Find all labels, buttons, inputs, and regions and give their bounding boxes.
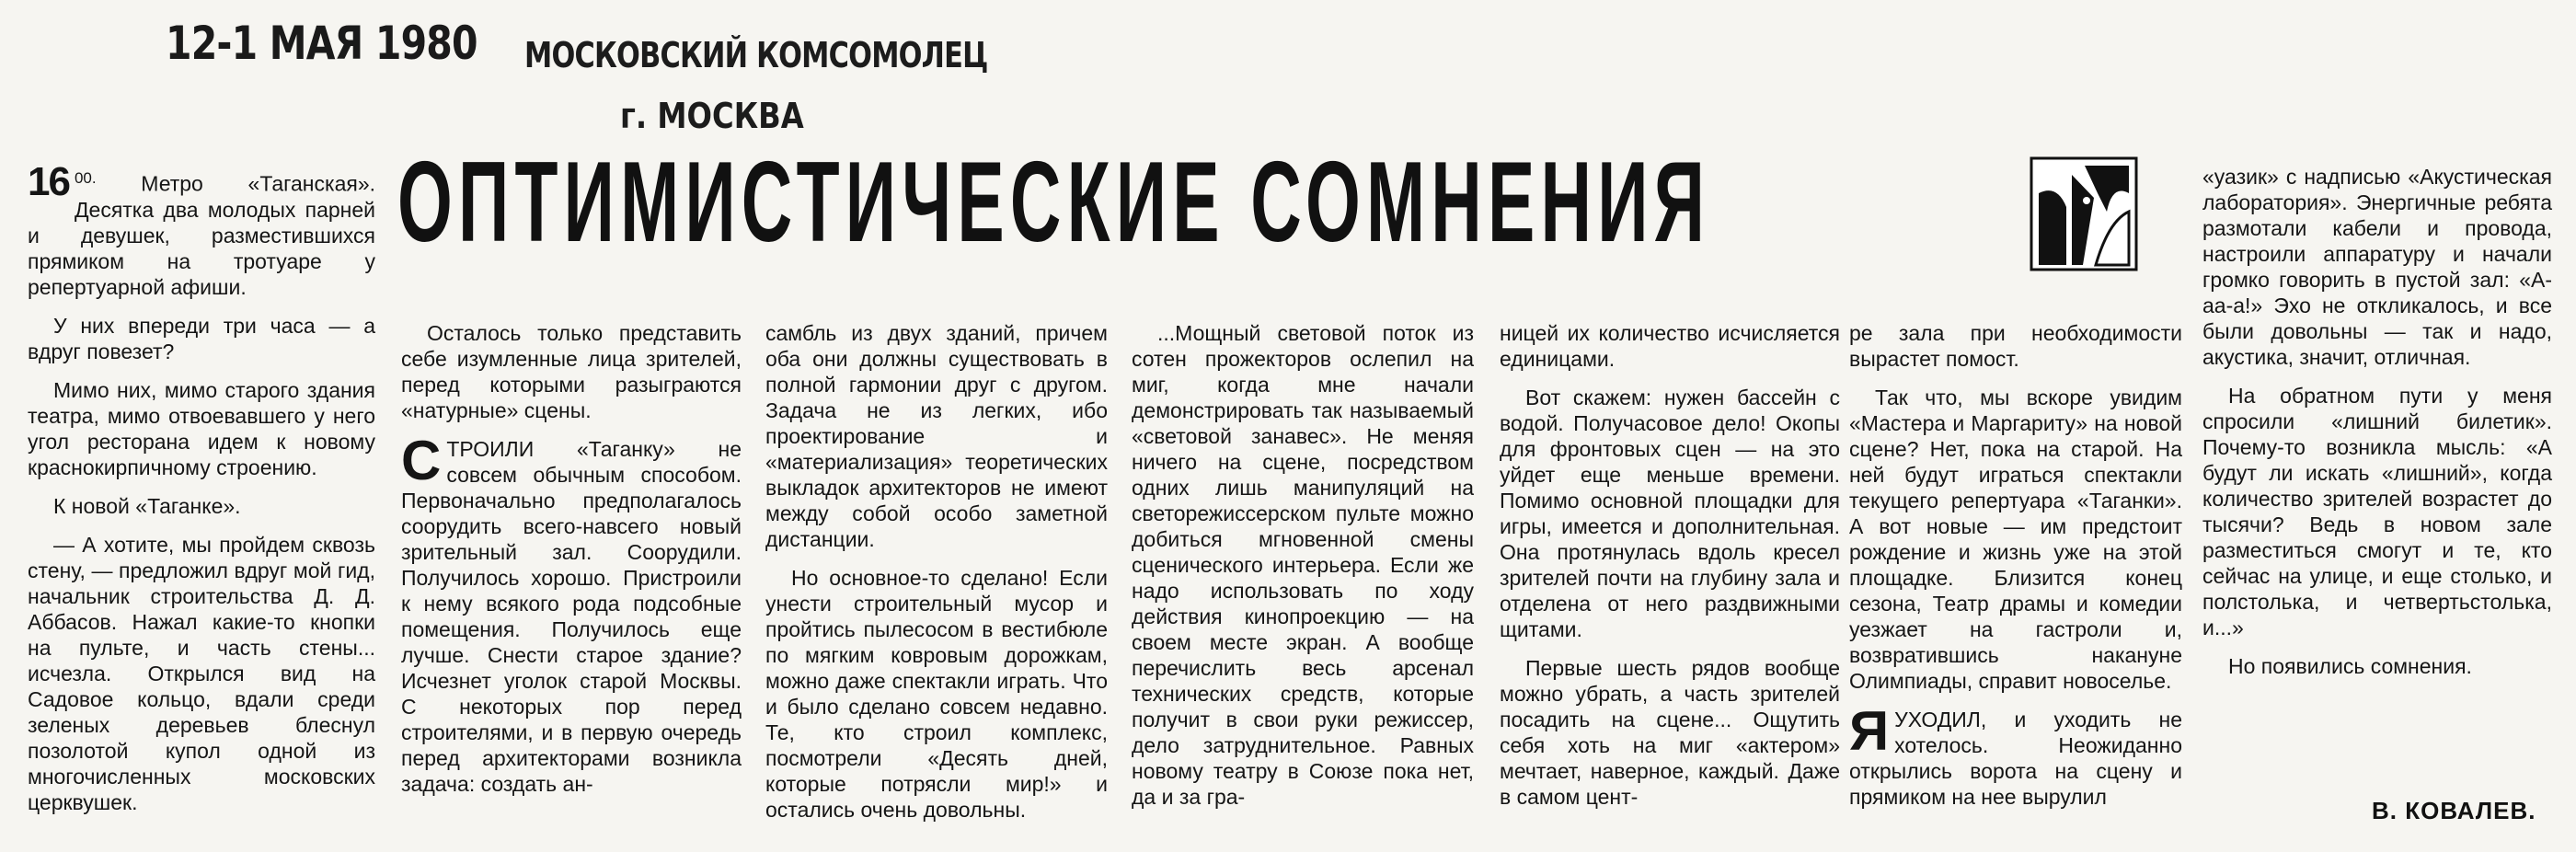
time-minutes: 00. (74, 169, 97, 187)
paragraph: Вот скажем: нужен бассейн с водой. Получасовое дело! Окопы для фронтовых сцен — на это уйдет еще меньше времени. Помимо основной площадки для игры, имеется и дополнительная. Она протянулась вдоль кресел зрителей почти на глубину зала и отделена от него раздвижными щитами. (1500, 386, 1840, 641)
drop-cap: С (401, 430, 442, 491)
paragraph (1849, 700, 2182, 810)
paragraph (401, 430, 742, 797)
article-column-4 (1132, 320, 1474, 823)
date-stamp: 12-1 МАЯ 1980 (166, 17, 477, 70)
author-signature: В. КОВАЛЕВ. (2372, 797, 2536, 824)
paragraph-text: УХОДИЛ, и уходить не хотелось. Неожиданно открылись ворота на сцену и прямиком на нее вырулил (1849, 708, 2182, 809)
article-column-7 (2202, 164, 2552, 692)
article-column-1 (28, 159, 375, 828)
paragraph: Осталось только представить себе изумленные лица зрителей, перед которыми разыграются «натурные» сцены. (401, 321, 742, 422)
headline: ОПТИМИСТИЧЕСКИЕ СОМНЕНИЯ (397, 139, 1711, 266)
paragraph: Но основное-то сделано! Если унести строительный мусор и пройтись пылесосом в вестибюле по мягким ковровым дорожкам, можно даже спектакли играть. Что и было сделано совсем недавно. Те, кто строил комплекс, посмотрели «Десять дней, которые потрясли мир!» и остались очень довольны. (765, 566, 1108, 822)
paragraph-text: ТРОИЛИ «Таганку» не совсем обычным способом. Первоначально предполагалось соорудить всего-навсего новый зрительный зал. Соорудили. Получилось хорошо. Пристроили к нему всякого рода подсобные помещения. Получилось еще лучше. Снести старое здание? Исчезнет уголок старой Москвы. С некоторых пор перед строителями, и в первую очередь перед архитекторами возникла задача: создать ан- (401, 437, 742, 796)
article-column-3 (765, 320, 1108, 835)
article-column-2 (401, 320, 742, 810)
city-stamp: г. МОСКВА (620, 96, 804, 136)
article-column-5 (1500, 320, 1840, 823)
paragraph: К новой «Таганке». (53, 493, 241, 518)
paragraph: У них впереди три часа — а вдруг повезет? (28, 313, 375, 363)
paragraph: Мимо них, мимо старого здания театра, мимо отвоевавшего у него угол ресторана идем к новому краснокирпичному строению. (28, 377, 375, 479)
paragraph: Но появились сомнения. (2228, 654, 2472, 678)
paragraph: ре зала при необходимости вырастет помост. (1849, 321, 2182, 371)
paragraph: самбль из двух зданий, причем оба они должны существовать в полной гармонии друг с другом. Задача не из легких, ибо проектирование и «материализация» теоретических выкладок архитекторов не имеют между собой особо заметной дистанции. (765, 321, 1108, 551)
paragraph: — А хотите, мы пройдем сквозь стену, — предложил вдруг мой гид, начальник строительства Д. Д. Аббасов. Нажал какие-то кнопки на пульте, и часть стены... исчезла. Открылся вид на Садовое кольцо, вдали среди зеленых деревьев блеснул позолотой купол одной из многочисленных московских церквушек. (28, 532, 375, 814)
paragraph: Так что, мы вскоре увидим «Мастера и Маргариту» на новой сцене? Нет, пока на старой. На ней будут играться спектакли текущего репертуара «Таганки». А вот новые — им предстоит рождение и жизнь уже на этой площадке. Близится конец сезона, Театр драмы и комедии уезжает на гастроли и, возвратившись накануне Олимпиады, справит новоселье. (1849, 386, 2182, 693)
paragraph: ...Мощный световой поток из сотен прожекторов ослепил на миг, когда мне начали демонстрировать так называемый «световой занавес». Не меняя ничего на сцене, посредством одних лишь манипуляций на светорежиссерском пульте можно добиться мгновенной смены сценического интерьера. Если же надо использовать по ходу действия кинопроекцию — на своем месте экран. А вообще перечислить весь арсенал технических средств, которые получит в свои руки режиссер, дело затруднительное. Равных новому театру в Союзе пока нет, да и за гра- (1132, 321, 1474, 809)
time-hour: 16 (28, 159, 69, 204)
paragraph-text: Метро «Таганская». Десятка два молодых парней и девушек, разместившихся прямиком на тротуаре у репертуарной афиши. (28, 171, 375, 299)
theatre-pen-logo-icon (2030, 156, 2138, 271)
drop-cap: Я (1849, 700, 1890, 762)
paragraph: «уазик» с надписью «Акустическая лаборатория». Энергичные ребята размотали кабели и провода, настроили аппаратуру и начали громко говорить в пустой зал: «А-аа-а!» Эхо не откликалось, и все были довольны — так и надо, акустика, значит, отличная. (2202, 165, 2552, 369)
paragraph: На обратном пути у меня спросили «лишний билетик». Почему-то возникла мысль: «А будут ли искать «лишний», когда количество зрителей возрастет до тысячи? Ведь в новом зале разместиться смогут и те, кто сейчас на улице, и еще столько, и полстолька, и четвертьстолька, и...» (2202, 384, 2552, 639)
paragraph (28, 159, 375, 300)
newspaper-stamp: МОСКОВСКИЙ КОМСОМОЛЕЦ (524, 35, 988, 75)
paragraph: ницей их количество исчисляется единицами. (1500, 321, 1840, 371)
article-column-6 (1849, 320, 2182, 823)
paragraph: Первые шесть рядов вообще можно убрать, а часть зрителей посадить на сцене... Ощутить себя хоть на миг «актером» мечтает, наверное, каждый. Даже в самом цент- (1500, 656, 1840, 809)
